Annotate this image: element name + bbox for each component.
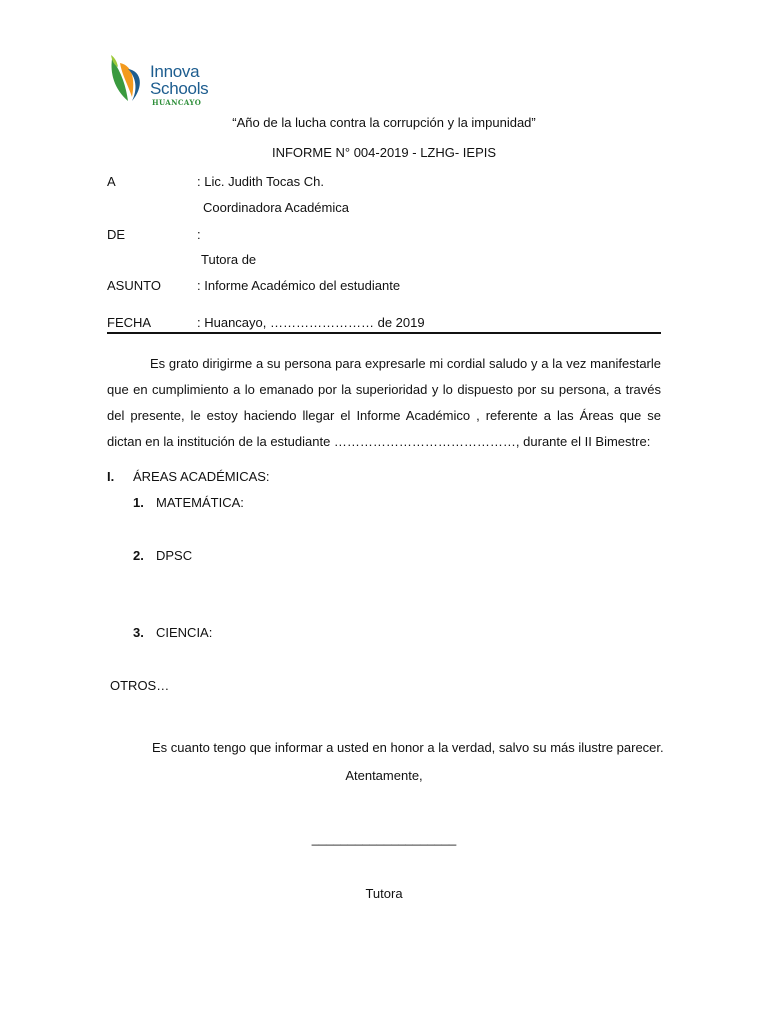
logo-text-innova: Innova	[150, 62, 200, 81]
others-label: OTROS…	[110, 678, 170, 693]
body-paragraph	[107, 351, 661, 455]
item-number: 2.	[133, 548, 144, 563]
section-numeral: I.	[107, 469, 115, 484]
from-label: DE	[107, 227, 126, 242]
date-label: FECHA	[107, 315, 152, 330]
to-role: Coordinadora Académica	[203, 200, 349, 215]
report-number: INFORME N° 004-2019 - LZHG- IEPIS	[271, 145, 497, 160]
item-label-dpsc: DPSC	[156, 548, 193, 563]
logo-text-schools: Schools	[150, 79, 209, 98]
from-role: Tutora de	[201, 252, 257, 267]
to-label: A	[107, 174, 116, 189]
logo-text-huancayo: HUANCAYO	[152, 98, 202, 107]
item-number: 3.	[133, 625, 144, 640]
header-divider	[107, 332, 661, 334]
item-number: 1.	[133, 495, 144, 510]
to-value: : Lic. Judith Tocas Ch.	[197, 174, 324, 189]
item-label-ciencia: CIENCIA:	[156, 625, 213, 640]
from-value: :	[197, 227, 201, 242]
signature-line: ____________________	[311, 831, 457, 846]
item-label-matematica: MATEMÁTICA:	[156, 495, 244, 510]
body-paragraph-text: Es grato dirigirme a su persona para expresarle mi cordial saludo y a la vez manifestarle que en cumplimiento a lo emanado por la superioridad y lo dispuesto por su persona, a través del presente, le estoy haciendo llegar el Informe Académico , referente a las Áreas que se dictan en la institución de la estudiante ……………………………………, durante el II Bimestre:	[107, 356, 661, 449]
closing-statement: Es cuanto tengo que informar a usted en honor a la verdad, salvo su más ilustre parecer.	[152, 740, 664, 755]
innova-schools-logo	[108, 53, 218, 113]
date-value: : Huancayo, …………………… de 2019	[197, 315, 425, 330]
subject-value: : Informe Académico del estudiante	[197, 278, 401, 293]
logo-mark-icon	[108, 53, 148, 103]
subject-label: ASUNTO	[107, 278, 161, 293]
document-motto: “Año de la lucha contra la corrupción y la impunidad”	[232, 115, 536, 130]
closing-regards: Atentamente,	[345, 768, 423, 783]
signer-title: Tutora	[365, 886, 403, 901]
section-title: ÁREAS ACADÉMICAS:	[133, 469, 270, 484]
